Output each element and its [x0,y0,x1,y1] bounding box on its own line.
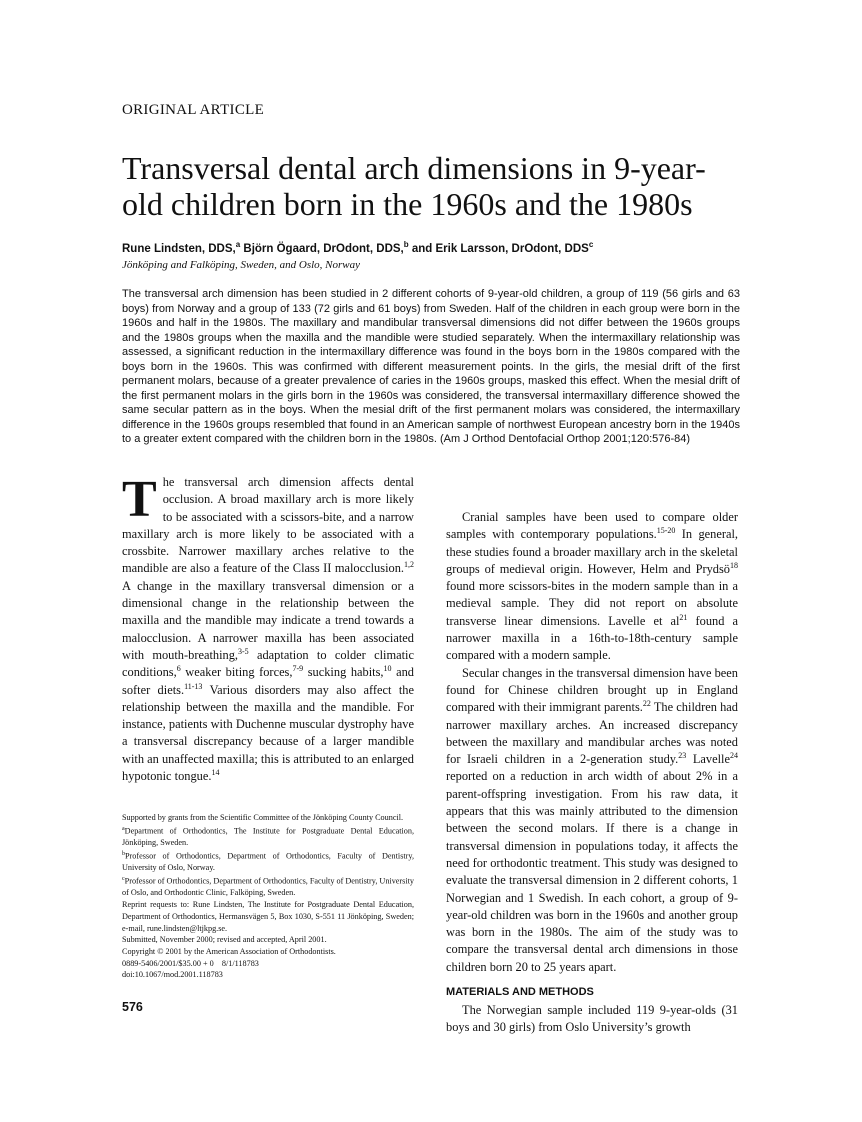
footnote [122,849,414,874]
text-run: The children had narrower maxillary arches. An increased discrepancy between the maxillary and mandibular arches was noted for Israeli children in a 2-generation study. [446,700,738,767]
text-run: Reprint requests to: Rune Lindsten, The Institute for Postgraduate Dental Education, Department of Orthodontics, Hermansvägen 5, Box 1030, S-551 11 Jönköping, Sweden; e-mail, rune.lindsten@ltjkpg.se. [122,900,414,933]
superscript-reference: 24 [730,751,738,761]
right-column [446,509,738,1037]
text-run: Professor of Orthodontics, Department of Orthodontics, Faculty of Dentistry, University of Oslo, Norway. [122,851,414,873]
text-run: and Erik Larsson, DrOdont, DDS [408,242,589,255]
text-run: Secular changes in the transversal dimension have been found for Chinese children brought up in England compared with their immigrant parents. [446,665,738,715]
text-run: found a narrower maxilla in a 16th-to-18th-century sample compared with a modern sample. [446,613,738,663]
footnote [122,958,414,970]
superscript-reference: 18 [730,560,738,570]
footnote [122,934,414,946]
text-run: 0889-5406/2001/$35.00 + 0 8/1/118783 [122,958,259,968]
section-label: ORIGINAL ARTICLE [122,102,265,118]
body-paragraph [446,509,738,665]
footnote [122,899,414,934]
superscript-reference: 15-20 [656,526,676,536]
text-run: Submitted, November 2000; revised and accepted, April 2001. [122,935,327,945]
author-list [122,240,593,255]
author-affiliation: Jönköping and Falköping, Sweden, and Oslo, Norway [122,259,361,271]
body-paragraph [446,1002,738,1037]
superscript-reference: 3-5 [238,646,249,656]
superscript-reference: c [588,240,594,249]
abstract: The transversal arch dimension has been studied in 2 different cohorts of 9-year-old children, a group of 119 (56 girls and 63 boys) from Norway and a group of 133 (72 girls and 61 boys) from Sweden. Half of the children in each group were born in the 1960s and half in the 1980s. The maxillary and mandibular transversal dimensions did not differ between the 1960s groups and the 1980s groups when the maxilla and the mandible were studied separately. When the intermaxillary relationship was assessed, a significant reduction in the intermaxillary difference was found in the boys born in the 1980s compared with the boys born in the 1960s. This was confirmed with different measurement points. In the girls, the mesial drift of the first permanent molars, because of a greater prevalence of caries in the 1960s groups, masked this effect. When the mesial drift of the first permanent molars in the girls born in the 1960s was considered, the transversal intermaxillary difference showed the same secular pattern as in the boys. When the mesial drift of the first permanent molars was considered, the intermaxillary difference in the 1960s groups resembled that found in an American sample of northwest European ancestry born in the 1940s to a greater extent compared with the children born in the 1980s. (Am J Orthod Dentofacial Orthop 2001;120:576-84) [122,288,740,445]
text-run: Supported by grants from the Scientific Committee of the Jönköping County Council. [122,813,404,822]
text-run: The Norwegian sample included 119 9-year-olds (31 boys and 30 girls) from Oslo University’s growth [446,1003,738,1035]
superscript-reference: 23 [678,751,687,761]
article-title: Transversal dental arch dimensions in 9-year-old children born in the 1960s and the 1980s [122,150,706,222]
text-run: In general, these studies found a broader maxillary arch in the skeletal groups of medieval origin. However, Helm and Prydsö [446,527,739,576]
superscript-reference: 11-13 [184,681,203,691]
section-heading: MATERIALS AND METHODS [446,986,594,999]
superscript-reference: a [235,240,241,249]
drop-cap: T [122,471,157,528]
superscript-reference: 14 [211,767,220,777]
text-run: doi:10.1067/mod.2001.118783 [122,970,223,980]
text-run: he transversal arch dimension affects dental occlusion. A broad maxillary arch is more likely to be associated with a scissors-bite, and a narrow maxillary arch is more likely to be associated with a crossbite. Narrower maxillary arches relative to the mandible are also a feature of the Class II malocclusion. [122,475,414,576]
text-run: Björn Ögaard, DrOdont, DDS, [240,242,404,255]
superscript-reference: a [122,825,125,832]
text-run: Cranial samples have been used to compare older samples with contemporary populations. [446,510,738,542]
footnote [122,969,414,981]
page-number: 576 [122,1000,143,1014]
text-run: Lavelle [686,752,730,767]
body-paragraph [446,665,738,976]
footnote [122,946,414,958]
footnote [122,874,414,899]
superscript-reference: 1,2 [404,560,414,570]
footnote [122,812,414,824]
text-run: adaptation to colder climatic conditions, [122,647,414,680]
text-run: Department of Orthodontics, The Institute for Postgraduate Dental Education, Jönköping, Sweden. [122,826,414,848]
superscript-reference: b [122,850,125,857]
superscript-reference: 21 [679,612,688,622]
text-run: sucking habits, [303,665,384,680]
text-run: Copyright © 2001 by the American Association of Orthodontists. [122,946,336,956]
text-run: Various disorders may also affect the relationship between the maxilla and the mandible. For instance, patients with Duchenne muscular dystrophy have a transversal discrepancy because of a larger mandible with an unaffected maxilla; this is attributed to an enlarged hypotonic tongue. [122,682,414,784]
superscript-reference: 22 [642,699,651,709]
superscript-reference: 10 [383,664,392,674]
footnotes [122,812,414,981]
text-run: reported on a reduction in arch width of about 2% in a parent-offspring investigation. From his raw data, it appears that this was mainly attributed to the dimension between the second molars. If there is a change in transversal dimension in populations today, it affects the need for orthodontic treatment. This study was designed to evaluate the transversal dimension in 2 different cohorts, 1 Norwegian and 1 Swedish. In each cohort, a group of 9-year-old children was born in the 1960s and another group was born in the 1980s. The aim of the study was to compare the transversal dental arch dimensions in those children born 20 to 25 years apart. [446,769,738,974]
footnote [122,824,414,849]
left-column [122,471,414,785]
superscript-reference: c [122,875,125,882]
text-run: Professor of Orthodontics, Department of Orthodontics, Faculty of Dentistry, University of Oslo, and Orthodontic Clinic, Falköping, Sweden. [122,876,414,898]
body-paragraph [122,471,414,785]
superscript-reference: 6 [176,664,181,674]
text-run: found more scissors-bites in the modern sample than in a medieval sample. They did not report on absolute transverse linear dimensions. Lavelle et al [446,579,738,628]
text-run: weaker biting forces, [180,665,293,680]
superscript-reference: b [403,240,409,249]
text-run: A change in the maxillary transversal dimension or a dimensional change in the relationship between the maxilla and the mandible may indicate a trend towards a malocclusion. A narrower maxilla has been associated with mouth-breathing, [122,578,414,662]
text-run: and softer diets. [122,665,414,697]
text-run: Rune Lindsten, DDS, [122,242,236,255]
superscript-reference: 7-9 [292,664,304,674]
